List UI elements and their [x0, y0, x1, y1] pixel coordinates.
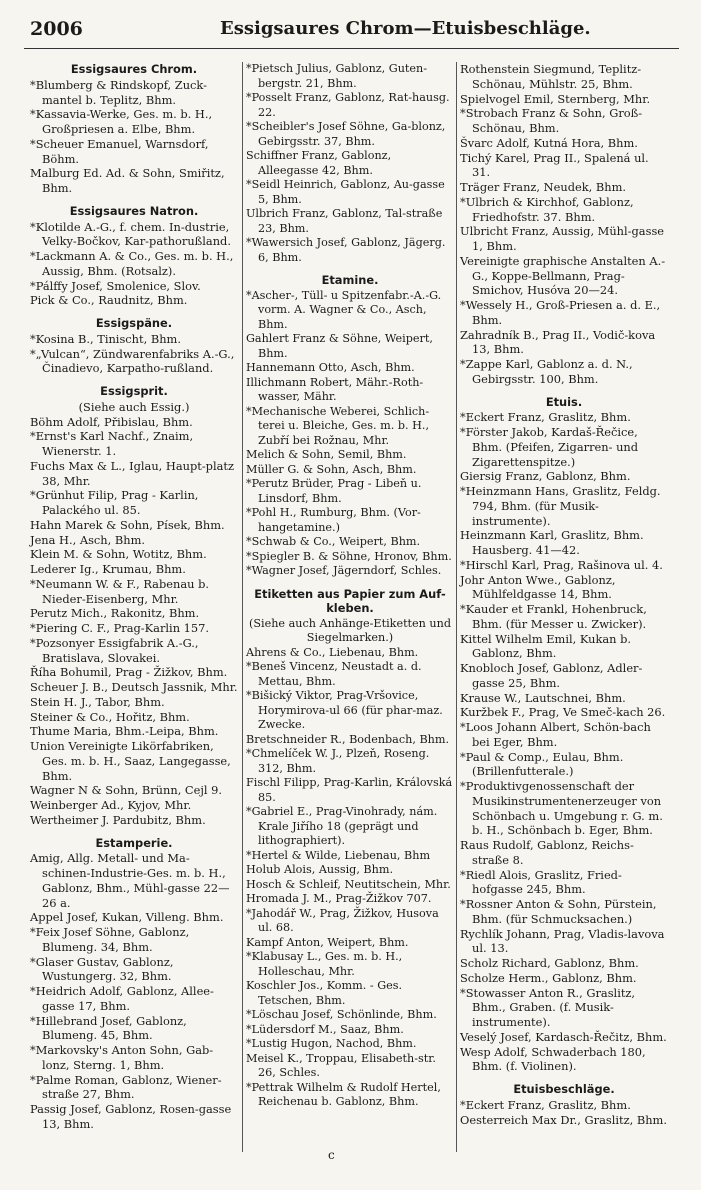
directory-entry: *Heinzmann Hans, Graslitz, Feldg. 794, Bhm. (für Musik-instrumente).	[460, 484, 661, 528]
directory-entry: Appel Josef, Kukan, Villeng. Bhm.	[30, 910, 224, 925]
directory-entry: *Piering C. F., Prag-Karlin 157.	[30, 621, 210, 635]
directory-entry: Weinberger Ad., Kyjov, Mhr.	[30, 798, 192, 812]
directory-entry: Johr Anton Wwe., Gablonz, Mühlfeldgasse 14, Bhm.	[460, 572, 616, 602]
directory-entry: *Pohl H., Rumburg, Bhm. (Vor-hangetamine.)	[246, 506, 421, 534]
directory-entry: Scholze Herm., Gablonz, Bhm.	[460, 970, 637, 985]
section-heading: Etamine.	[321, 273, 379, 287]
directory-entry: *Seidl Heinrich, Gablonz, Au-gasse 5, Bhm.	[246, 178, 445, 206]
directory-entry: *Löschau Josef, Schönlinde, Bhm.	[246, 1008, 437, 1021]
directory-entry: *Ernst's Karl Nachf., Znaim, Wienerstr. 1.	[30, 429, 194, 458]
directory-entry: Heinzmann Karl, Graslitz, Bhm. Hausberg. 41—42.	[460, 528, 644, 557]
directory-entry: Klein M. & Sohn, Wotitz, Bhm.	[30, 547, 207, 562]
directory-entry: *Perutz Brüder, Prag - Libeň u. Linsdorf, Bhm.	[246, 477, 422, 505]
column-2	[246, 62, 454, 1110]
directory-entry: *Lüdersdorf M., Saaz, Bhm.	[246, 1022, 404, 1036]
directory-entry: *Eckert Franz, Graslitz, Bhm.	[460, 1097, 631, 1112]
section-note: (Siehe auch Anhänge-Etiketten und Siegelmarken.)	[248, 616, 452, 644]
directory-entry: *Rossner Anton & Sohn, Pürstein, Bhm. (für Schmucksachen.)	[460, 897, 657, 926]
directory-entry: *Ulbrich & Kirchhof, Gablonz, Friedhofstr. 37. Bhm.	[460, 194, 634, 224]
section-heading: Etuisbeschläge.	[513, 1082, 615, 1096]
directory-entry: *Loos Johann Albert, Schön-bach bei Eger, Bhm.	[460, 720, 651, 749]
directory-entry: *Wagner Josef, Jägerndorf, Schles.	[246, 564, 442, 577]
directory-entry: Pick & Co., Raudnitz, Bhm.	[30, 293, 188, 308]
directory-entry: *„Vulcan“, Zündwarenfabriks A.-G., Činadievo, Karpatho-rußland.	[30, 346, 235, 376]
directory-entry: *Beneš Vincenz, Neustadt a. d. Mettau, Bhm.	[246, 660, 422, 688]
directory-entry: *Riedl Alois, Graslitz, Fried-hofgasse 245, Bhm.	[460, 867, 622, 897]
directory-entry: *Scheibler's Josef Söhne, Ga-blonz, Gebirgsstr. 37, Bhm.	[246, 120, 446, 148]
directory-entry: *Gabriel E., Prag-Vinohrady, nám. Krale Jiřího 18 (geprägt und lithographiert).	[246, 805, 438, 847]
directory-entry: Gahlert Franz & Söhne, Weipert, Bhm.	[246, 332, 433, 360]
directory-entry: Illichmann Robert, Mähr.-Roth-wasser, Mähr.	[246, 375, 424, 403]
page-number: 2006	[30, 18, 83, 40]
directory-entry: *Kosina B., Tinischt, Bhm.	[30, 331, 181, 346]
directory-entry: *Kauder et Frankl, Hohenbruck, Bhm. (für Messer u. Zwicker).	[460, 602, 647, 631]
directory-entry: Jena H., Asch, Bhm.	[30, 532, 146, 547]
directory-entry: *Hirschl Karl, Prag, Rašinova ul. 4.	[460, 557, 663, 572]
directory-entry: Říha Bohumil, Prag - Žižkov, Bhm.	[30, 665, 228, 680]
section-heading: Essigsaures Chrom.	[70, 62, 198, 76]
directory-entry: Amig, Allg. Metall- und Ma-schinen-Industrie-Ges. m. b. H., Gablonz, Bhm., Mühl-gasse 22—26 a.	[30, 851, 230, 910]
directory-entry: Fischl Filipp, Prag-Karlin, Královská 85.	[246, 776, 453, 804]
directory-entry: Kampf Anton, Weipert, Bhm.	[246, 935, 409, 949]
directory-entry: *Grünhut Filip, Prag - Karlin, Palackého ul. 85.	[30, 488, 199, 517]
directory-entry: *Feix Josef Söhne, Gablonz, Blumeng. 34, Bhm.	[30, 925, 190, 954]
directory-entry: *Stowasser Anton R., Graslitz, Bhm., Graben. (f. Musik-instrumente).	[460, 985, 636, 1029]
directory-entry: Hahn Marek & Sohn, Písek, Bhm.	[30, 517, 225, 532]
directory-entry: Krause W., Lautschnei, Bhm.	[460, 690, 626, 705]
directory-entry: Thume Maria, Bhm.-Leipa, Bhm.	[30, 724, 219, 739]
directory-entry: Raus Rudolf, Gablonz, Reichs-straße 8.	[460, 838, 634, 867]
directory-entry: *Pettrak Wilhelm & Rudolf Hertel, Reichenau b. Gablonz, Bhm.	[246, 1080, 441, 1108]
directory-entry: *Mechanische Weberei, Schlich-terei u. Bleiche, Ges. m. b. H., Zubří bei Rožnau, Mhr.	[246, 404, 430, 447]
directory-entry: Scholz Richard, Gablonz, Bhm.	[460, 956, 639, 970]
directory-entry: Träger Franz, Neudek, Bhm.	[460, 180, 626, 194]
directory-entry: *Pietsch Julius, Gablonz, Guten-bergstr. 21, Bhm.	[246, 62, 428, 90]
directory-entry: Bretschneider R., Bodenbach, Bhm.	[246, 732, 450, 746]
directory-entry: *Eckert Franz, Graslitz, Bhm.	[460, 410, 631, 425]
directory-entry: Schiffner Franz, Gablonz, Alleegasse 42, Bhm.	[246, 149, 392, 177]
directory-entry: *Förster Jakob, Kardaš-Řečice, Bhm. (Pfeifen, Zigarren- und Zigarettenspitze.)	[460, 425, 639, 469]
page-header	[20, 16, 682, 44]
directory-entry: *Markovsky's Anton Sohn, Gab-lonz, Sterng. 1, Bhm.	[30, 1043, 214, 1072]
directory-entry: Ahrens & Co., Liebenau, Bhm.	[246, 645, 419, 659]
directory-entry: Müller G. & Sohn, Asch, Bhm.	[246, 462, 417, 476]
directory-entry: Hannemann Otto, Asch, Bhm.	[246, 361, 415, 374]
directory-entry: Melich & Sohn, Semil, Bhm.	[246, 448, 407, 461]
directory-entry: *Heidrich Adolf, Gablonz, Allee-gasse 17, Bhm.	[30, 984, 214, 1013]
directory-entry: *Pálffy Josef, Smolenice, Slov.	[30, 278, 201, 293]
directory-entry: Zahradník B., Prag II., Vodič-kova 13, Bhm.	[460, 327, 656, 357]
directory-entry: *Chmelíček W. J., Plzeň, Roseng. 312, Bhm.	[246, 747, 430, 775]
directory-entry: *Klotilde A.-G., f. chem. In-dustrie, Velky-Bočkov, Kar-pathorußland.	[30, 219, 231, 249]
header-rule	[24, 48, 679, 49]
directory-entry: Böhm Adolf, Přibislau, Bhm.	[30, 414, 193, 429]
directory-entry: *Neumann W. & F., Rabenau b. Nieder-Eisenberg, Mhr.	[30, 576, 209, 606]
directory-entry: *Hertel & Wilde, Liebenau, Bhm	[246, 848, 431, 862]
directory-entry: Tichý Karel, Prag II., Spalená ul. 31.	[460, 150, 649, 180]
directory-entry: Kuržbek F., Prag, Ve Smeč-kach 26.	[460, 705, 666, 720]
directory-entry: Knobloch Josef, Gablonz, Adler-gasse 25, Bhm.	[460, 661, 643, 690]
section-heading: Etiketten aus Papier zum Auf-kleben.	[254, 586, 446, 615]
directory-entry: *Kassavia-Werke, Ges. m. b. H., Großpriesen a. Elbe, Bhm.	[30, 107, 213, 136]
directory-entry: *Pozsonyer Essigfabrik A.-G., Bratislava, Slovakei.	[30, 635, 199, 665]
directory-entry: Malburg Ed. Ad. & Sohn, Smiřitz, Bhm.	[30, 166, 225, 195]
directory-entry: Ulbrich Franz, Gablonz, Tal-straße 23, Bhm.	[246, 207, 443, 235]
column-divider	[242, 62, 243, 1152]
directory-entry: Rychlík Johann, Prag, Vladis-lavova ul. 13.	[460, 926, 665, 956]
directory-entry: *Scheuer Emanuel, Warnsdorf, Böhm.	[30, 136, 209, 166]
directory-entry: *Bišický Viktor, Prag-Vršovice, Horymirova-ul 66 (für phar-maz. Zwecke.	[246, 689, 443, 731]
directory-entry: Švarc Adolf, Kutná Hora, Bhm.	[460, 135, 638, 150]
directory-entry: Veselý Josef, Kardasch-Řečitz, Bhm.	[460, 1029, 667, 1044]
directory-entry: *Klabusay L., Ges. m. b. H., Holleschau, Mhr.	[246, 950, 403, 978]
section-heading: Estamperie.	[95, 835, 173, 850]
directory-entry: *Jahodář W., Prag, Žižkov, Husova ul. 68.	[246, 906, 439, 934]
directory-entry: *Paul & Comp., Eulau, Bhm. (Brillenfutterale.)	[460, 749, 624, 779]
directory-entry: *Produktivgenossenschaft der Musikinstrumentenerzeuger von Schönbach u. Umgebung r. G. m. b. H., Schönbach b. Eger, Bhm.	[460, 779, 663, 838]
directory-entry: Vereinigte graphische Anstalten A.-G., Koppe-Bellmann, Prag-Smichov, Husóva 20—24.	[460, 253, 666, 298]
section-heading: Essigspäne.	[95, 316, 173, 330]
section-heading: Essigsaures Natron.	[69, 203, 199, 218]
section-heading: Etuis.	[545, 394, 583, 409]
directory-entry: Scheuer J. B., Deutsch Jassnik, Mhr.	[30, 680, 238, 694]
directory-entry: *Schwab & Co., Weipert, Bhm.	[246, 535, 421, 548]
directory-entry: *Ascher-, Tüll- u Spitzenfabr.-A.-G. vorm. A. Wagner & Co., Asch, Bhm.	[246, 288, 442, 331]
directory-entry: *Lustig Hugon, Nachod, Bhm.	[246, 1037, 417, 1050]
directory-entry: *Wessely H., Groß-Priesen a. d. E., Bhm.	[460, 298, 661, 327]
directory-entry: *Blumberg & Rindskopf, Zuck-mantel b. Teplitz, Bhm.	[30, 77, 207, 107]
directory-entry: Giersig Franz, Gablonz, Bhm.	[460, 469, 631, 484]
column-3	[460, 62, 668, 1127]
section-note: (Siehe auch Essig.)	[78, 399, 190, 414]
directory-entry: Perutz Mich., Rakonitz, Bhm.	[30, 606, 200, 621]
directory-entry: *Glaser Gustav, Gablonz, Wustungerg. 32, Bhm.	[30, 954, 174, 984]
directory-entry: *Strobach Franz & Sohn, Groß-Schönau, Bhm.	[460, 106, 643, 135]
directory-entry: Wesp Adolf, Schwaderbach 180, Bhm. (f. Violinen).	[460, 1044, 646, 1074]
directory-entry: Stein H. J., Tabor, Bhm.	[30, 694, 165, 709]
directory-entry: Oesterreich Max Dr., Graslitz, Bhm.	[460, 1112, 667, 1127]
footer-mark: c	[328, 1148, 335, 1162]
directory-entry: Kittel Wilhelm Emil, Kukan b. Gablonz, Bhm.	[460, 631, 632, 661]
directory-entry: *Hillebrand Josef, Gablonz, Blumeng. 45, Bhm.	[30, 1013, 187, 1043]
directory-entry: *Zappe Karl, Gablonz a. d. N., Gebirgsstr. 100, Bhm.	[460, 357, 633, 386]
directory-entry: Ulbricht Franz, Aussig, Mühl-gasse 1, Bhm.	[460, 224, 665, 253]
directory-entry: *Lackmann A. & Co., Ges. m. b. H., Aussig, Bhm. (Rotsalz).	[30, 249, 234, 278]
directory-entry: Spielvogel Emil, Sternberg, Mhr.	[460, 91, 651, 106]
directory-entry: Wertheimer J. Pardubitz, Bhm.	[30, 812, 206, 827]
directory-entry: *Palme Roman, Gablonz, Wiener-straße 27, Bhm.	[30, 1072, 222, 1102]
directory-entry: Holub Alois, Aussig, Bhm.	[246, 863, 394, 876]
directory-entry: Wagner N & Sohn, Brünn, Cejl 9.	[30, 783, 223, 798]
directory-entry: Steiner & Co., Hořitz, Bhm.	[30, 709, 190, 724]
directory-entry: *Posselt Franz, Gablonz, Rat-hausg. 22.	[246, 91, 450, 119]
directory-entry: Union Vereinigte Likörfabriken, Ges. m. b. H., Saaz, Langegasse, Bhm.	[30, 739, 231, 783]
directory-entry: Fuchs Max & L., Iglau, Haupt-platz 38, Mhr.	[30, 458, 234, 488]
directory-entry: Passig Josef, Gablonz, Rosen-gasse 13, Bhm.	[30, 1102, 232, 1131]
directory-entry: Hosch & Schleif, Neutitschein, Mhr.	[246, 877, 451, 891]
running-title: Essigsaures Chrom—Etuisbeschläge.	[220, 18, 591, 39]
directory-entry: Hromada J. M., Prag-Žižkov 707.	[246, 892, 432, 905]
section-heading: Essigsprit.	[100, 384, 168, 398]
directory-entry: *Wawersich Josef, Gablonz, Jägerg. 6, Bhm.	[246, 236, 446, 264]
directory-entry: *Spiegler B. & Söhne, Hronov, Bhm.	[246, 549, 452, 563]
column-divider	[456, 62, 457, 1152]
directory-entry: Meisel K., Troppau, Elisabeth-str. 26, Schles.	[246, 1051, 436, 1079]
directory-entry: Koschler Jos., Komm. - Ges. Tetschen, Bhm.	[246, 979, 403, 1007]
directory-entry: Lederer Ig., Krumau, Bhm.	[30, 562, 186, 576]
column-1	[30, 62, 238, 1132]
directory-entry: Rothenstein Siegmund, Teplitz-Schönau, Mühlstr. 25, Bhm.	[460, 62, 642, 91]
